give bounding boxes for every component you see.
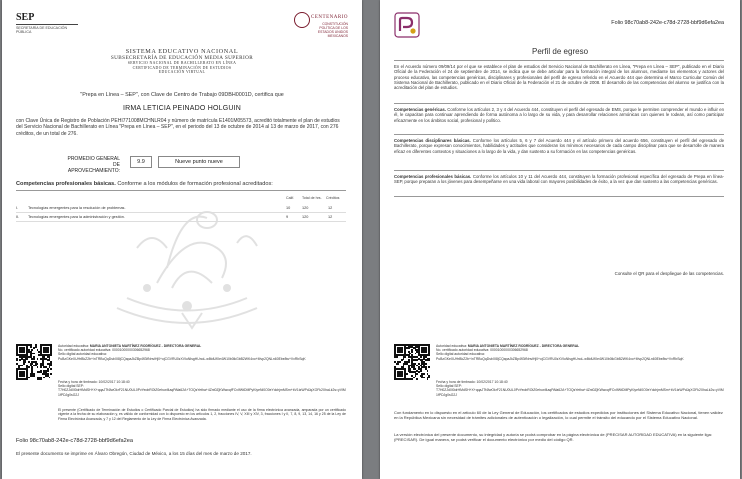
header-line-3: SERVICIO NACIONAL DE BACHILLERATO EN LÍNEA: [127, 61, 237, 65]
competencias-genericas-label: Competencias genéricas.: [394, 107, 446, 112]
row-module-name: Tecnologías emergentes para la resolución de problemas.: [28, 206, 126, 210]
competencias-disciplinares-label: Competencias disciplinares básicas.: [394, 138, 471, 143]
competencias-title-bold: Competencias profesionales básicas.: [16, 181, 116, 187]
qr-module: [50, 354, 52, 356]
row-hrs: 120: [302, 215, 309, 219]
timbrado-seal: T7H0ZJd0I0drHMdSH+X+qqaJTf4fwOkrF21NU0UL0PvYeobROtZ0ehuxf4aqPAfa62A+TOQsYetha+4Znt0ZjKWwcqfFCvIfWtDMPyKIyeNi0O0eYdchjmMSm+bV1tzWPdJqXOFk2XhaLk2s=yVIM1fPDJg0sG2J: [58, 388, 346, 397]
qr-module: [404, 356, 406, 358]
folio: Folio 98c70ab8-242e-c78d-2728-bbf9d6efa2ea: [611, 20, 724, 26]
qr-module: [33, 347, 35, 349]
section-divider: [394, 134, 724, 135]
prepa-en-linea-logo-icon: [394, 12, 420, 38]
qr-module: [401, 359, 403, 361]
qr-module: [408, 361, 410, 363]
authority-seal-label: Sello digital autoridad educativa:: [58, 352, 107, 357]
qr-module: [40, 378, 42, 380]
header-creditos: Créditos: [326, 196, 340, 200]
qr-module: [28, 366, 30, 368]
qr-module: [427, 370, 429, 372]
qr-module: [428, 359, 430, 361]
qr-module: [33, 375, 35, 377]
header-total-hrs: Total de hrs.: [302, 196, 322, 200]
timbrado-date: Fecha y hora de timbrado: 10/02/2017 10:18:40: [58, 380, 130, 384]
promedio-label: [60, 157, 120, 174]
qr-module: [50, 368, 52, 370]
legal-note: El presente (Certificado de Terminación de Estudios o Certificado Parcial de Estudios) ha sido firmado mediante el uso de la firma electrónica avanzada, amparada por un certificado vigente a la fecha de su elaboración y, es válido de conformidad con lo dispuesto en los artículos 1, 2, fracciones IV, V, XIII y XIV, 3, fracciones I y II, 7, 8, 9, 13, 14, 16 y 25 de la Ley de Firma Electrónica Avanzada, y 7 y 12 del Reglamento de la Ley de Firma Electrónica Avanzada.: [58, 408, 346, 421]
authority-block: [58, 344, 346, 361]
qr-module: [31, 349, 33, 351]
qr-module: [25, 361, 27, 363]
qr-module: [23, 375, 25, 377]
certificate-body: con Clave Única de Registro de Población PEHI771008MCHNLR04 y número de matrícula E1401M05573, acreditó totalmente el plan de estudios del Servicio Nacional de Bachillerato en Línea "Prepa en Línea – SEP", en el periodo del 13 de octubre de 2014 al 13 de marzo de 2017, con 276 créditos, de un total de 276.: [16, 118, 340, 137]
authority-block: [436, 344, 724, 361]
row-module-name: Tecnologías emergentes para la administración y gestión.: [28, 215, 125, 219]
certificate-page: [2, 0, 362, 479]
header-line-4: CERTIFICADO DE TERMINACIÓN DE ESTUDIOS: [132, 65, 232, 70]
qr-module: [416, 378, 418, 380]
qr-module: [415, 375, 417, 377]
timbrado-date: Fecha y hora de timbrado: 10/02/2017 10:18:40: [436, 380, 508, 384]
qr-module: [415, 353, 417, 355]
qr-module: [411, 351, 413, 353]
promedio-label-line-1: PROMEDIO GENERAL: [67, 156, 120, 162]
perfil-intro-paragraph: En el Acuerdo número 09/09/14 por el que se establece el plan de estudios del Servicio Nacional de Bachillerato en Línea, "Prepa en Línea – SEP", publicado en el Diario Oficial de la Federación el 24 de septiembre de 2014, se indica que se debe articular para la formación integral de los alumnos, mediante los elementos y actores del proceso educativo, las competencias genéricas, disciplinares y profesionales del perfil de egreso referido en el Acuerdo 444 que determina el Marco Curricular Común del Sistema Nacional de Bachillerato, publicado en el Diario Oficial de la Federación el 21 de octubre de 2008. El desarrollo de las competencias del alumno se justifica con la acreditación del plan de estudios.: [394, 64, 724, 91]
qr-module: [26, 378, 28, 380]
competencias-profesionales-text: Conforme los artículos 10 y 11 del Acuerdo 444, constituyen la formación profesional específica del egresado de Prepa en línea-SEP, porque preparan a los jóvenes para desempeñarse en una vida laboral con mayores posibilidades de éxito, a la vez que dan sustento a las competencias genéricas.: [394, 174, 724, 185]
competencias-genericas-paragraph: [394, 107, 724, 123]
centenario-logo-name: CENTENARIO: [311, 15, 348, 20]
competencias-genericas-text: Conforme los artículos 2, 3 y 4 del Acuerdo 444, constituyen el perfil del egresado de EMS, porque le permiten comprender el mundo e influir en él, le capacitan para continuar aprendiendo de forma autónoma a lo largo de su vida, y para desarrollar relaciones armónicas con quienes le rodean, así como participar eficazmente en los ámbitos social, profesional y político.: [394, 107, 724, 123]
perfil-egreso-page: [380, 0, 740, 479]
qr-module: [396, 356, 398, 358]
qr-module: [50, 373, 52, 375]
row-calif: 9: [286, 215, 289, 219]
row-hrs: 120: [302, 206, 309, 210]
qr-module: [47, 370, 49, 372]
qr-module: [403, 358, 405, 360]
folio: Folio 98c70ab8-242e-c78d-2728-bbf9d6efa2ea: [16, 438, 133, 444]
timbrado-block: [58, 380, 346, 397]
timbrado-seal-label: Sello digital SEP:: [58, 384, 85, 389]
section-divider: [394, 170, 724, 171]
header-line-2: SUBSECRETARÍA DE EDUCACIÓN MEDIA SUPERIOR: [110, 55, 254, 61]
row-index: II.: [16, 215, 20, 219]
header-calif: Calif.: [286, 196, 295, 200]
qr-module: [40, 366, 42, 368]
student-name: IRMA LETICIA PEINADO HOLGUIN: [122, 105, 241, 112]
qr-module: [401, 351, 403, 353]
qr-module: [406, 373, 408, 375]
expedition-note: El presente documento se imprime en Álvaro Obregón, Ciudad de México, a los 15 días del mes de marzo de 2017.: [16, 451, 252, 456]
header-line-5: EDUCACIÓN VIRTUAL: [158, 70, 206, 75]
qr-module: [423, 373, 425, 375]
coat-of-arms-watermark-icon: [97, 188, 277, 338]
authority-name: MARIA ANTONIETA MARTÍNEZ RODRÍGUEZ - DIRECTORA GENERAL: [467, 344, 580, 348]
centenario-logo: [288, 12, 348, 38]
qr-module: [30, 346, 32, 348]
document-header: [2, 48, 362, 75]
qr-code-icon[interactable]: [16, 344, 52, 380]
authority-cert-number: No. certificado autoridad educativa: 00001000000306652968: [58, 348, 150, 353]
row-divider: [16, 221, 346, 222]
row-index: I.: [16, 206, 19, 210]
competencias-profesionales-label: Competencias profesionales básicas.: [394, 174, 472, 179]
qr-module: [23, 363, 25, 365]
authority-cert-number: No. certificado autoridad educativa: 00001000000306652968: [436, 348, 528, 353]
authority-seal: PuBzGKeXUHrBkZ2b+/nTRBcQqDsbXI8jCQapaJkZBp4fGifNnvlHj0+ojCGVRU0zXVIuNIsgHUnoL.w8tdUfXe4W10b0ikGbB2WK4xo+Mvp2QNLn60Ebe8w+VxRbSqK: [436, 356, 684, 361]
authority-seal: PuBzGKeXUHrBkZ2b+/nTRBcQqDsbXI8jCQapaJkZBp4fGifNnvlHj0+ojCGVRU0zXVIuNIsgHUnoL.w8tdUfXe4W10b0ikGbB2WK4xo+Mvp2QNLn60Ebe8w+VxRbSqK: [58, 356, 306, 361]
authority-label: Autoridad educativa:: [436, 344, 468, 348]
qr-module: [428, 354, 430, 356]
timbrado-seal: T7H0ZJd0I0drHMdSH+X+qqaJTf4fwOkrF21NU0UL0PvYeobROtZ0ehuxf4aqPAfa62A+TOQsYetha+4Znt0ZjKWwcqfFCvIfWtDMPyKIyeNi0O0eYdchjmMSm+bV1tzWPdJqXOFk2XhaLk2s=yVIM1fPDJg0sG2J: [436, 388, 724, 397]
qr-module: [35, 346, 37, 348]
qr-module: [16, 359, 18, 361]
qr-module: [50, 365, 52, 367]
qr-module: [428, 377, 430, 379]
qr-module: [23, 351, 25, 353]
promedio-in-words: Nueve punto nueve: [158, 156, 240, 168]
competencias-disciplinares-paragraph: [394, 138, 724, 154]
qr-module: [37, 366, 39, 368]
qr-module: [19, 359, 21, 361]
sep-logo-rule: [16, 24, 78, 25]
section-divider: [394, 196, 724, 197]
qr-module: [408, 347, 410, 349]
consulte-qr-note: Consulte el QR para el despliegue de las competencias.: [614, 271, 724, 276]
sep-logo: [16, 12, 84, 38]
qr-module: [423, 377, 425, 379]
timbrado-seal-label: Sello digital SEP:: [436, 384, 463, 389]
row-divider: [16, 212, 346, 213]
qr-module: [399, 361, 401, 363]
qr-module: [420, 370, 422, 372]
fundamento-legal: Con fundamento en lo dispuesto en el artículo 60 de la Ley General de Educación, los certificados de estudios expedidos por instituciones del Sistema Educativo Nacional, tienen validez en la República Mexicana sin necesidad de trámites adicionales de autenticación o legalización, lo cual permite el tránsito del educando por el Sistema Educativo Nacional.: [394, 410, 723, 420]
qr-module: [43, 377, 45, 379]
qr-module: [26, 358, 28, 360]
centenario-logo-subtitle: CONSTITUCIÓN POLÍTICA DE LOS ESTADOS UNIDOS MEXICANOS: [317, 22, 348, 38]
qr-module: [401, 375, 403, 377]
authority-seal-label: Sello digital autoridad educativa:: [436, 352, 485, 357]
sep-logo-subtitle: SECRETARÍA DE EDUCACIÓN PÚBLICA: [16, 26, 68, 35]
qr-module: [37, 358, 39, 360]
qr-module: [49, 377, 51, 379]
qr-module: [416, 359, 418, 361]
qr-module: [47, 351, 49, 353]
row-calif: 10: [286, 206, 291, 210]
competencias-title: [16, 181, 346, 191]
qr-module: [37, 363, 39, 365]
qr-module: [428, 366, 430, 368]
qr-module: [418, 371, 420, 373]
authority-label: Autoridad educativa:: [58, 344, 90, 348]
certify-line: "Prepa en Línea – SEP", con Clave de Centro de Trabajo 09DBH0001D, certifica que: [80, 92, 284, 98]
row-creditos: 12: [328, 215, 333, 219]
competencias-title-rest: Conforme a los módulos de formación profesional acreditados:: [115, 181, 273, 187]
header-line-1: SISTEMA EDUCATIVO NACIONAL: [125, 48, 239, 55]
qr-module: [427, 378, 429, 380]
qr-module: [33, 353, 35, 355]
sep-logo-name: SEP: [16, 12, 35, 23]
promedio-label-line-2: DE APROVECHAMIENTO:: [67, 161, 120, 174]
qr-module: [425, 363, 427, 365]
qr-code-icon[interactable]: [394, 344, 430, 380]
row-creditos: 12: [328, 206, 333, 210]
page-title: Perfil de egreso: [531, 47, 589, 56]
qr-module: [21, 365, 23, 367]
qr-module: [416, 373, 418, 375]
qr-module: [397, 363, 399, 365]
promedio-value: 9.9: [130, 156, 152, 168]
authority-name: MARIA ANTONIETA MARTÍNEZ RODRÍGUEZ - DIRECTORA GENERAL: [89, 344, 202, 348]
qr-module: [33, 358, 35, 360]
qr-module: [411, 378, 413, 380]
timbrado-block: [436, 380, 724, 397]
qr-module: [413, 377, 415, 379]
section-divider: [394, 103, 724, 104]
qr-module: [28, 377, 30, 379]
title-divider: [394, 60, 724, 61]
qr-module: [425, 351, 427, 353]
version-electronica-note: La versión electrónica del presente documento, su integridad y autoría se podrá comprobar en la página electrónica de (PRECISAR AUTORIDAD EDUCATIVA) en la siguiente liga: (PRECISAR). De igual manera, se podrá verificar el documento electrónico por medio del código QR.: [394, 432, 712, 442]
competencias-disciplinares-text: Conforme los artículos 5, 6 y 7 del Acuerdo 444 y el artículo primero del acuerdo 656, constituyen el perfil del egresado de Bachillerato, porque expresan conocimientos, habilidades y actitudes que consideran los mínimos necesarios de cada campo disciplinar para que se desarrolle de manera eficaz en diferentes contextos y situaciones a lo largo de la vida, y dan sustento a su formación en las competencias genéricas.: [394, 138, 724, 154]
competencias-profesionales-paragraph: [394, 174, 724, 185]
qr-module: [420, 356, 422, 358]
